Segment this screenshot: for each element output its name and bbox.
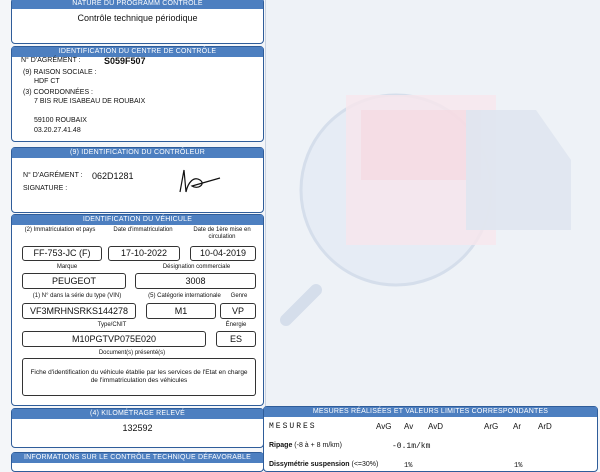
coord-label: (3) COORDONNÉES :: [23, 89, 94, 96]
kilometrage-value: 132592: [122, 423, 153, 433]
ripage-label: Ripage: [269, 442, 293, 449]
cap-energie: Énergie: [225, 322, 247, 328]
cap-date-immat: Date d'immatriculation: [113, 227, 173, 233]
address-line2: 59100 ROUBAIX: [34, 117, 87, 124]
cap-vin: (1) N° dans la série du type (VIN): [32, 293, 122, 299]
controleur-agrement-label: N° D'AGRÉMENT :: [23, 172, 83, 179]
address-line1: 7 BIS RUE ISABEAU DE ROUBAIX: [34, 98, 146, 105]
ripage-limit: (-8 à + 8 m/km): [294, 442, 342, 449]
vin-field: VF3MRHNSRKS144278: [22, 303, 136, 319]
centre-agrement-value: S059F507: [104, 56, 146, 66]
dissymetrie-limit: (<=30%): [351, 461, 379, 468]
dissymetrie-row: [269, 461, 378, 468]
ripage-row: [269, 442, 342, 449]
categorie-field: M1: [146, 303, 216, 319]
raison-value: HDF CT: [34, 78, 60, 85]
col-ard: ArD: [538, 422, 552, 431]
ripage-value: -0.1m/km: [392, 442, 431, 451]
controleur-box: [11, 147, 264, 213]
infos-header: INFORMATIONS SUR LE CONTRÔLE TECHNIQUE DÉFAVORABLE: [12, 453, 263, 463]
cap-date-first: Date de 1ère mise en circulation: [193, 227, 251, 240]
cap-type: Type/CNIT: [97, 322, 127, 328]
dissymetrie-value-ar: 1%: [514, 462, 523, 470]
mesures-title: MESURES: [269, 422, 317, 431]
mesures-header: MESURES RÉALISÉES ET VALEURS LIMITES CORRESPONDANTES: [264, 407, 597, 417]
car-magnifier-watermark: [266, 0, 600, 408]
cap-categorie: (5) Catégorie internationale: [148, 293, 221, 299]
date-immat-field: 17-10-2022: [108, 246, 180, 261]
dissymetrie-value-av: 1%: [404, 462, 413, 470]
centre-agrement-label: N° D'AGRÉMENT :: [21, 57, 81, 64]
raison-label: (9) RAISON SOCIALE :: [23, 69, 97, 76]
col-ar: Ar: [513, 422, 521, 431]
vehicule-header: IDENTIFICATION DU VÉHICULE: [12, 215, 263, 225]
kilometrage-box: [11, 408, 264, 448]
document-field: Fiche d'identification du véhicule établie par les services de l'Etat en charge de l'immatriculation des véhicules: [22, 358, 256, 396]
controleur-agrement-value: 062D1281: [92, 171, 134, 181]
energie-field: ES: [216, 331, 256, 347]
infos-box: [11, 452, 264, 472]
nature-box: [11, 0, 264, 44]
cap-designation: Désignation commerciale: [162, 264, 231, 270]
immat-field: FF-753-JC (F): [22, 246, 102, 261]
col-av: Av: [404, 422, 414, 431]
centre-header: IDENTIFICATION DU CENTRE DE CONTRÔLE: [12, 47, 263, 57]
phone: 03.20.27.41.48: [34, 127, 81, 134]
watermark-panel: [265, 0, 600, 408]
controleur-header: (9) IDENTIFICATION DU CONTRÔLEUR: [12, 148, 263, 158]
dissymetrie-label: Dissymétrie suspension: [269, 461, 350, 468]
col-avg: AvG: [376, 422, 392, 431]
type-field: M10PGTVP075E020: [22, 331, 206, 347]
col-avd: AvD: [428, 422, 443, 431]
col-arg: ArG: [484, 422, 499, 431]
cap-immat: (2) Immatriculation et pays: [24, 227, 96, 233]
signature-image: [170, 162, 230, 202]
cap-genre: Genre: [230, 293, 248, 299]
signature-label: SIGNATURE :: [23, 185, 68, 192]
genre-field: VP: [220, 303, 256, 319]
cap-marque: Marque: [56, 264, 78, 270]
vehicule-box: [11, 214, 264, 406]
marque-field: PEUGEOT: [22, 273, 126, 289]
nature-header: NATURE DU PROGRAMM CONTRÔLE: [12, 0, 263, 9]
cap-documents: Document(s) présenté(s): [98, 350, 166, 356]
mesures-box: [263, 406, 598, 472]
designation-field: 3008: [135, 273, 256, 289]
centre-box: [11, 46, 264, 142]
nature-value: Contrôle technique périodique: [77, 13, 198, 23]
kilometrage-header: (4) KILOMÉTRAGE RELEVÉ: [12, 409, 263, 419]
date-first-field: 10-04-2019: [190, 246, 256, 261]
